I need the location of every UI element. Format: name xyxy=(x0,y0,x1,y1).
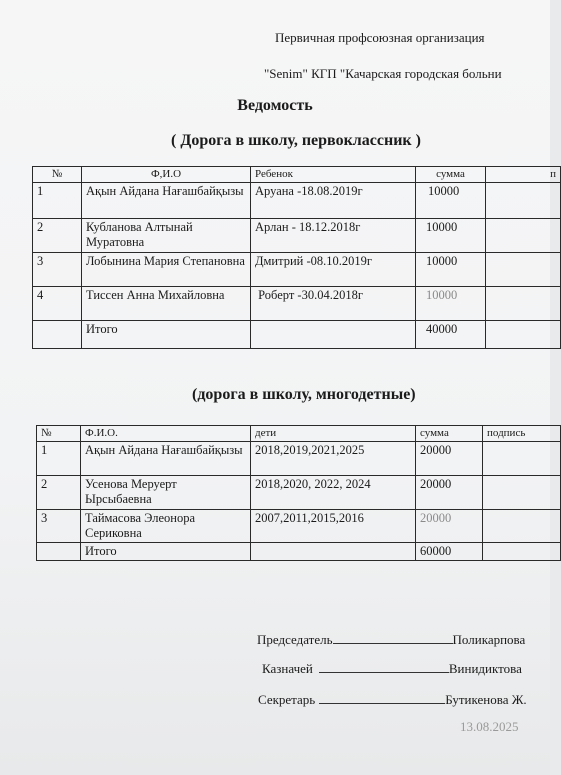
row-children: 2018,2020, 2022, 2024 xyxy=(251,476,416,510)
row-number: 1 xyxy=(33,183,82,219)
row-number: 1 xyxy=(37,442,81,476)
chairman-signature-line xyxy=(257,632,525,648)
secretary-signature-line xyxy=(258,692,527,708)
row-child: Аруана -18.08.2019г xyxy=(251,183,416,219)
row-signature xyxy=(486,219,561,253)
row-child: Роберт -30.04.2018г xyxy=(251,287,416,321)
row-name: Таймасова Элеонора Сериковна xyxy=(81,510,251,543)
header-cell-number: № xyxy=(37,426,81,442)
chairman-name: Поликарпова xyxy=(452,632,526,647)
section-title-large-families: (дорога в школу, многодетные) xyxy=(192,386,416,403)
row-signature xyxy=(483,442,561,476)
row-child: Арлан - 18.12.2018г xyxy=(251,219,416,253)
row-sum: 20000 xyxy=(416,476,483,510)
header-cell-name: Ф.И.О. xyxy=(81,426,251,442)
row-name: Кубланова Алтынай Муратовна xyxy=(82,219,251,253)
organization-line-1: Первичная профсоюзная организация xyxy=(275,30,485,45)
secretary-label: Секретарь xyxy=(258,692,316,707)
total-row xyxy=(33,321,561,349)
row-signature xyxy=(486,287,561,321)
row-number: 2 xyxy=(37,476,81,510)
row-signature xyxy=(486,253,561,287)
header-cell-signature: п xyxy=(486,167,561,183)
row-child: Дмитрий -08.10.2019г xyxy=(251,253,416,287)
row-sum: 20000 xyxy=(416,442,483,476)
secretary-name: Бутикенова Ж. xyxy=(445,692,527,707)
row-name: Тиссен Анна Михайловна xyxy=(82,287,251,321)
row-signature xyxy=(486,183,561,219)
document-date: 13.08.2025 xyxy=(460,719,519,734)
total-row xyxy=(37,543,561,561)
treasurer-label: Казначей xyxy=(262,661,313,676)
table-header-row xyxy=(33,167,561,183)
table-row xyxy=(37,510,561,543)
organization-line-2: "Senim" КГП "Качарская городская больни xyxy=(264,66,502,81)
header-cell-child: Ребенок xyxy=(251,167,416,183)
section-title-first-graders: ( Дорога в школу, первоклассник ) xyxy=(171,132,421,149)
row-name: Усенова Меруерт Ырсыбаевна xyxy=(81,476,251,510)
total-sum: 60000 xyxy=(416,543,483,561)
header-cell-signature: подпись xyxy=(483,426,561,442)
large-families-table xyxy=(36,425,561,561)
row-signature xyxy=(483,510,561,543)
row-name: Лобынина Мария Степановна xyxy=(82,253,251,287)
row-sum: 10000 xyxy=(416,287,486,321)
total-label: Итого xyxy=(81,543,251,561)
header-cell-name: Ф,И.О xyxy=(82,167,251,183)
total-sum: 40000 xyxy=(416,321,486,349)
table-row xyxy=(37,476,561,510)
first-graders-table xyxy=(32,166,561,349)
table-row xyxy=(33,253,561,287)
header-cell-children: дети xyxy=(251,426,416,442)
row-children: 2007,2011,2015,2016 xyxy=(251,510,416,543)
total-label: Итого xyxy=(82,321,251,349)
row-signature xyxy=(483,476,561,510)
row-name: Ақын Айдана Нағашбайқызы xyxy=(82,183,251,219)
row-sum: 10000 xyxy=(416,219,486,253)
table-header-row xyxy=(37,426,561,442)
row-number: 3 xyxy=(33,253,82,287)
header-cell-sum: сумма xyxy=(416,167,486,183)
table-row xyxy=(37,442,561,476)
signature-blank xyxy=(319,692,445,704)
header-cell-number: № xyxy=(33,167,82,183)
signature-blank xyxy=(319,661,449,673)
chairman-label: Председатель xyxy=(257,632,333,647)
document-title: Ведомость xyxy=(237,97,313,114)
header-cell-sum: сумма xyxy=(416,426,483,442)
treasurer-name: Винидиктова xyxy=(448,661,522,676)
row-number: 2 xyxy=(33,219,82,253)
row-sum: 10000 xyxy=(416,183,486,219)
row-children: 2018,2019,2021,2025 xyxy=(251,442,416,476)
row-number: 3 xyxy=(37,510,81,543)
row-sum: 20000 xyxy=(416,510,483,543)
row-sum: 10000 xyxy=(416,253,486,287)
table-row xyxy=(33,219,561,253)
row-number: 4 xyxy=(33,287,82,321)
table-row xyxy=(33,183,561,219)
signature-blank xyxy=(333,632,453,644)
treasurer-signature-line xyxy=(262,661,522,677)
row-name: Ақын Айдана Нағашбайқызы xyxy=(81,442,251,476)
table-row xyxy=(33,287,561,321)
